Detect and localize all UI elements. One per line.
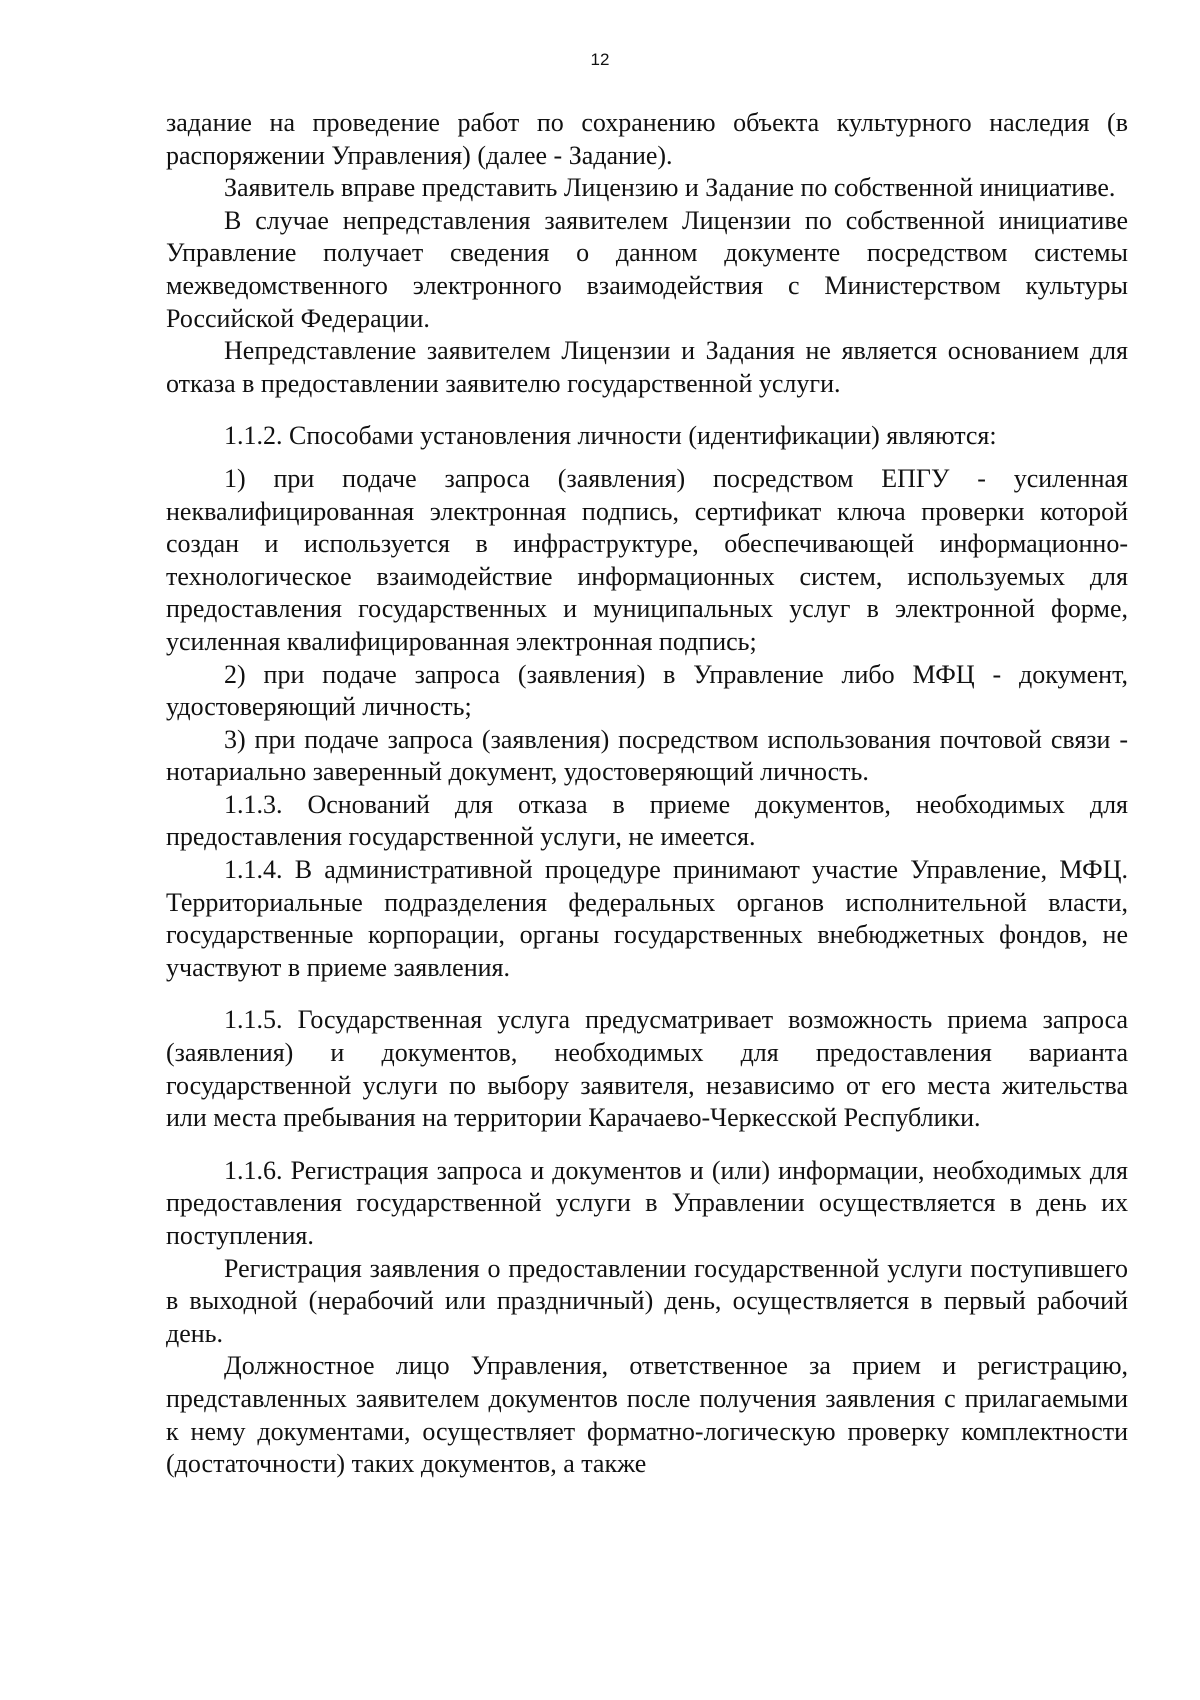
paragraph-1-1-3: 1.1.3. Оснований для отказа в приеме документов, необходимых для предоставления государственной услуги, не имеется. <box>166 789 1128 852</box>
document-body <box>166 107 1128 1481</box>
paragraph-task-continuation: задание на проведение работ по сохранению объекта культурного наследия (в распоряжении Управления) (далее - Задание). <box>166 108 1128 170</box>
list-item-1: 1) при подаче запроса (заявления) посредством ЕПГУ - усиленная неквалифицированная электронная подпись, сертификат ключа проверки которой создан и используется в инфраструктуре, обеспечивающей информационно-технологическое взаимодействие информационных систем, используемых для предоставления государственных и муниципальных услуг в электронной форме, усиленная квалифицированная электронная подпись; <box>166 463 1128 656</box>
paragraph-non-submission: Непредставление заявителем Лицензии и Задания не является основанием для отказа в предоставлении заявителю государственной услуги. <box>166 336 1128 398</box>
list-item-2: 2) при подаче запроса (заявления) в Управление либо МФЦ - документ, удостоверяющий личность; <box>166 659 1128 722</box>
list-item-3: 3) при подаче запроса (заявления) посредством использования почтовой связи - нотариально заверенный документ, удостоверяющий личность. <box>166 724 1128 787</box>
paragraph-applicant-right: Заявитель вправе представить Лицензию и Задание по собственной инициативе. <box>224 173 1116 203</box>
paragraph-1-1-6: 1.1.6. Регистрация запроса и документов и (или) информации, необходимых для предоставления государственной услуги в Управлении осуществляется в день их поступления. <box>166 1155 1128 1250</box>
paragraph-1-1-4: 1.1.4. В административной процедуре принимают участие Управление, МФЦ. Территориальные подразделения федеральных органов исполнительной власти, государственные корпорации, органы государственных внебюджетных фондов, не участвуют в приеме заявления. <box>166 855 1128 982</box>
page-number: 12 <box>590 50 610 69</box>
paragraph-1-1-2: 1.1.2. Способами установления личности (идентификации) являются: <box>224 421 997 451</box>
paragraph-official-check: Должностное лицо Управления, ответственное за прием и регистрацию, представленных заявителем документов после получения заявления с прилагаемыми к нему документами, осуществляет форматно-логическую проверку комплектности (достаточности) таких документов, а также <box>166 1351 1128 1479</box>
paragraph-weekend-registration: Регистрация заявления о предоставлении государственной услуги поступившего в выходной (нерабочий или праздничный) день, осуществляется в первый рабочий день. <box>166 1253 1128 1348</box>
paragraph-1-1-5: 1.1.5. Государственная услуга предусматривает возможность приема запроса (заявления) и документов, необходимых для предоставления варианта государственной услуги по выбору заявителя, независимо от его места жительства или места пребывания на территории Карачаево-Черкесской Республики. <box>166 1005 1128 1133</box>
paragraph-interagency-request: В случае непредставления заявителем Лицензии по собственной инициативе Управление получает сведения о данном документе посредством системы межведомственного электронного взаимодействия с Министерством культуры Российской Федерации. <box>166 205 1128 333</box>
